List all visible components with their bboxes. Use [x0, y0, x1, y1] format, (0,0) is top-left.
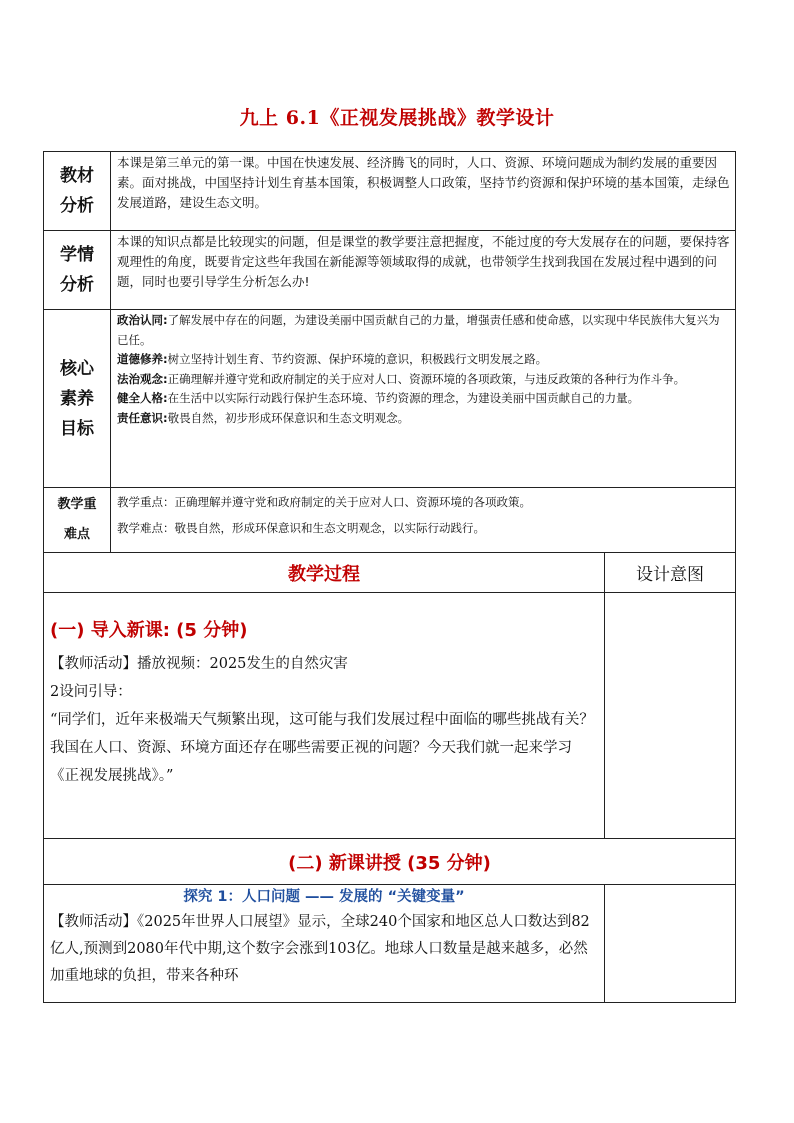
- goal-item: 责任意识:敬畏自然，初步形成环保意识和生态文明观念。: [117, 410, 410, 425]
- core-literacy-goals: [111, 310, 736, 488]
- intro-line: “同学们，近年来极端天气频繁出现，这可能与我们发展过程中面临的哪些挑战有关？我国在人口、资源、环境方面还存在哪些需要正视的问题？今天我们就一起来学习《正视发展挑战》。”: [50, 712, 594, 784]
- key-point: 教学重点：正确理解并遵守党和政府制定的关于应对人口、资源环境的各项政策。: [117, 495, 531, 509]
- lesson-plan-table: [43, 151, 736, 1003]
- learner-analysis-label: 学情 分析: [44, 231, 111, 310]
- teaching-process-header: 教学过程: [44, 553, 605, 593]
- core-literacy-row: [44, 310, 736, 488]
- intro-heading: (一) 导入新课: (5 分钟): [50, 620, 248, 641]
- key-difficulty-text: [111, 488, 736, 553]
- learner-analysis-text: 本课的知识点都是比较现实的问题，但是课堂的教学要注意把握度，不能过度的夸大发展存在的问题，要保持客观理性的角度，既要肯定这些年我国在新能源等领域取得的成就，也带领学生找到我国在发展过程中遇到的问题，同时也要引导学生分析怎么办!: [111, 231, 736, 310]
- intro-line: 【教师活动】播放视频：2025发生的自然灾害: [50, 656, 348, 672]
- goal-item: 健全人格:在生活中以实际行动践行保护生态环境、节约资源的理念，为建设美丽中国贡献自己的力量。: [117, 391, 640, 405]
- difficult-point: 教学难点：敬畏自然，形成环保意识和生态文明观念，以实际行动践行。: [117, 521, 485, 535]
- intro-line: 2设问引导：: [50, 684, 132, 700]
- core-literacy-label: 核心 素养 目标: [44, 310, 111, 488]
- explore1-text: 【教师活动】《2025年世界人口展望》显示，全球240个国家和地区总人口数达到82亿人,预测到2080年代中期,这个数字会涨到103亿。地球人口数量是越来越多，必然加重地球的负担，带来各种环: [50, 914, 590, 984]
- key-difficulty-label: 教学重 难点: [44, 488, 111, 553]
- design-intent-header: 设计意图: [605, 553, 736, 593]
- textbook-analysis-label: 教材 分析: [44, 152, 111, 231]
- goal-item: 政治认同:了解发展中存在的问题，为建设美丽中国贡献自己的力量，增强责任感和使命感，以实现中华民族伟大复兴为已任。: [117, 313, 720, 347]
- process-header-row: [44, 553, 736, 593]
- goal-item: 道德修养:树立坚持计划生育、节约资源、保护环境的意识，积极践行文明发展之路。: [117, 352, 548, 366]
- key-difficulty-row: [44, 488, 736, 553]
- new-lesson-row: [44, 839, 736, 885]
- textbook-analysis-row: [44, 152, 736, 231]
- new-lesson-heading: (二) 新课讲授 (35 分钟): [44, 839, 736, 885]
- explore1-section: [44, 885, 605, 1003]
- intro-intent-cell: [605, 593, 736, 839]
- intro-row: [44, 593, 736, 839]
- explore1-row: [44, 885, 736, 1003]
- page-title: 九上 6.1《正视发展挑战》教学设计: [239, 107, 555, 129]
- textbook-analysis-text: 本课是第三单元的第一课。中国在快速发展、经济腾飞的同时，人口、资源、环境问题成为制约发展的重要因素。面对挑战，中国坚持计划生育基本国策，积极调整人口政策，坚持节约资源和保护环境的基本国策，走绿色发展道路，建设生态文明。: [111, 152, 736, 231]
- goal-item: 法治观念:正确理解并遵守党和政府制定的关于应对人口、资源环境的各项政策，与违反政策的各种行为作斗争。: [117, 371, 686, 386]
- intro-section: [44, 593, 605, 839]
- explore1-intent-cell: [605, 885, 736, 1003]
- learner-analysis-row: [44, 231, 736, 310]
- explore1-heading: 探究 1：人口问题 —— 发展的 “关键变量”: [183, 889, 465, 905]
